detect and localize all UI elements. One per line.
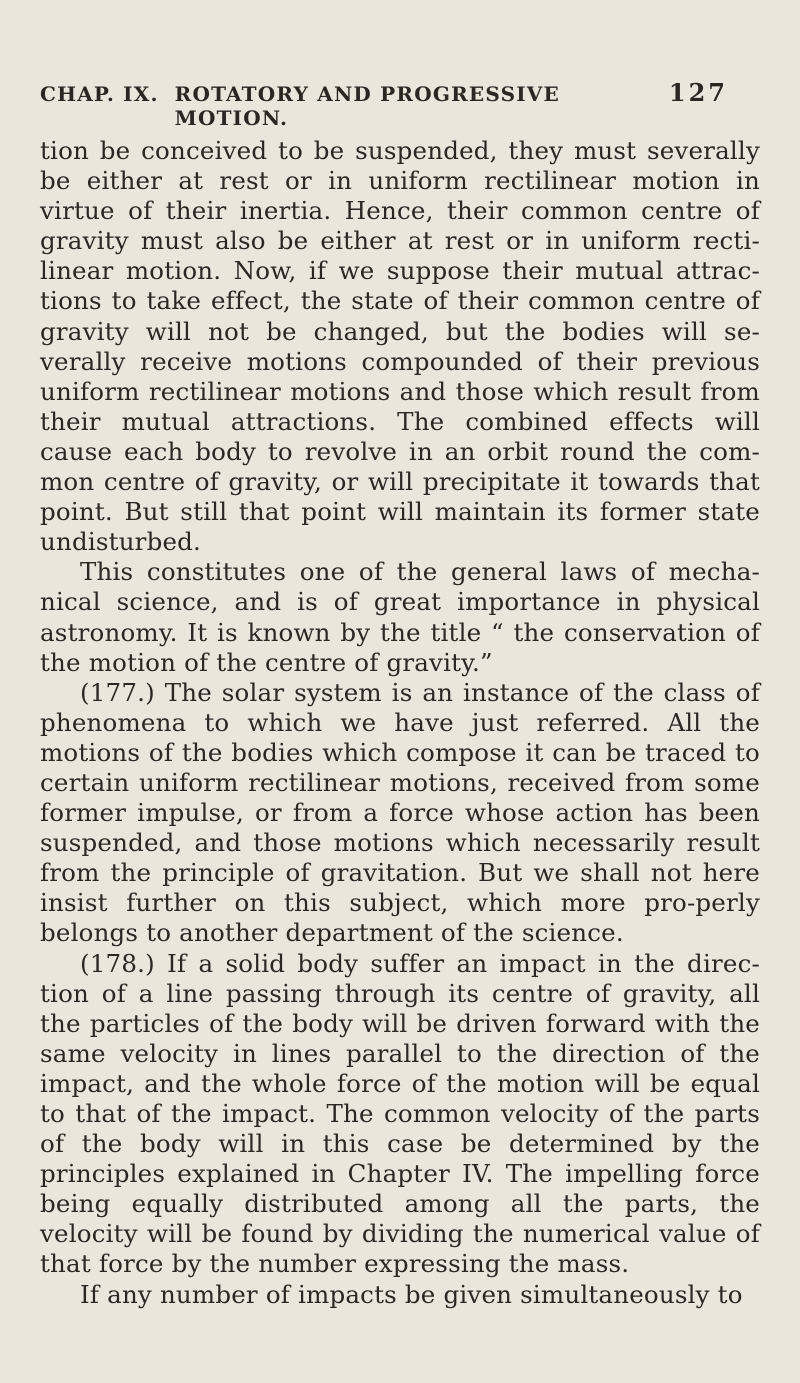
chapter-label: CHAP. IX.	[40, 82, 159, 106]
paragraph-177: (177.) The solar system is an instance of the class of phenomena to which we have just referred. All the motions of the bodies which compose it can be traced to certain uniform rectilinear motions, received from some former impulse, or from a force whose action has been suspended, and those motions which necessarily result from the principle of gravitation. But we shall not here insist further on this subject, which more pro-perly belongs to another department of the science.	[40, 677, 760, 948]
body-text	[40, 136, 760, 1310]
paragraph-conservation-law: This constitutes one of the general laws of mecha-nical science, and is of great importance in physical astronomy. It is known by the title “ the conservation of the motion of the centre of gravity.”	[40, 557, 760, 677]
page-number: 127	[668, 78, 728, 107]
chapter-title: ROTATORY AND PROGRESSIVE MOTION.	[174, 82, 560, 130]
paragraph-178: (178.) If a solid body suffer an impact in the direc-tion of a line passing through its centre of gravity, all the particles of the body will be driven forward with the same velocity in lines parallel to the direction of the impact, and the whole force of the motion will be equal to that of the impact. The common velocity of the parts of the body will in this case be determined by the principles explained in Chapter IV. The impelling force being equally distributed among all the parts, the velocity will be found by dividing the numerical value of that force by the number expressing the mass.	[40, 948, 760, 1279]
paragraph-continuation: tion be conceived to be suspended, they must severally be either at rest or in uniform rectilinear motion in virtue of their inertia. Hence, their common centre of gravity must also be either at rest or in uniform recti-linear motion. Now, if we suppose their mutual attrac-tions to take effect, the state of their common centre of gravity will not be changed, but the bodies will se-verally receive motions compounded of their previous uniform rectilinear motions and those which result from their mutual attractions. The combined effects will cause each body to revolve in an orbit round the com-mon centre of gravity, or will precipitate it towards that point. But still that point will maintain its former state undisturbed.	[40, 136, 760, 557]
running-header	[40, 78, 760, 130]
paragraph-impacts: If any number of impacts be given simultaneously to	[80, 1279, 743, 1309]
